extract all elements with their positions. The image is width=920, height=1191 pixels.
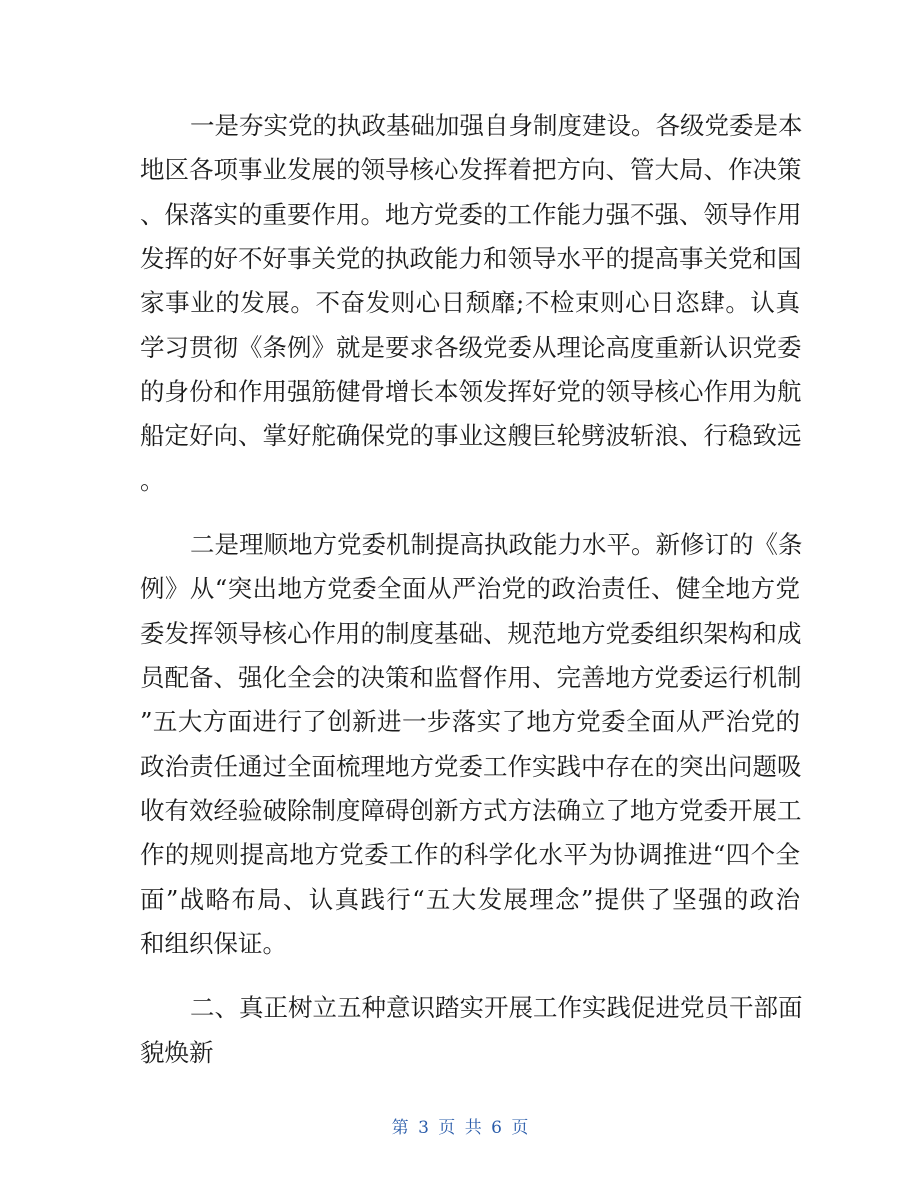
paragraph-1-line: 学习贯彻《条例》就是要求各级党委从理论高度重新认识党委 bbox=[140, 333, 802, 362]
paragraph-1-line: 船定好向、掌好舵确保党的事业这艘巨轮劈波斩浪、行稳致远 bbox=[140, 421, 802, 450]
paragraph-1-line: 家事业的发展。不奋发则心日颓靡;不检束则心日恣肆。认真 bbox=[140, 288, 800, 317]
paragraph-2-line: 员配备、强化全会的决策和监督作用、完善地方党委运行机制 bbox=[140, 663, 802, 692]
paragraph-2-line: 作的规则提高地方党委工作的科学化水平为协调推进“四个全 bbox=[140, 840, 800, 869]
paragraph-2-line: 收有效经验破除制度障碍创新方式方法确立了地方党委开展工 bbox=[140, 796, 802, 825]
paragraph-2-line: ”五大方面进行了创新进一步落实了地方党委全面从严治党的 bbox=[140, 707, 800, 736]
paragraph-2-line: 政治责任通过全面梳理地方党委工作实践中存在的突出问题吸 bbox=[140, 752, 802, 781]
paragraph-1-line: 一是夯实党的执政基础加强自身制度建设。各级党委是本 bbox=[190, 111, 803, 140]
paragraph-2-line: 二是理顺地方党委机制提高执政能力水平。新修订的《条 bbox=[190, 530, 803, 559]
paragraph-1-line: 、保落实的重要作用。地方党委的工作能力强不强、领导作用 bbox=[140, 200, 802, 229]
paragraph-2-line: 面”战略布局、认真践行“五大发展理念”提供了坚强的政治 bbox=[140, 885, 800, 914]
paragraph-3-line: 貌焕新 bbox=[140, 1038, 214, 1067]
paragraph-3-line: 二、真正树立五种意识踏实开展工作实践促进党员干部面 bbox=[190, 993, 803, 1022]
paragraph-1-line: 的身份和作用强筋健骨增长本领发挥好党的领导核心作用为航 bbox=[140, 377, 802, 406]
paragraph-1-line: 发挥的好不好事关党的执政能力和领导水平的提高事关党和国 bbox=[140, 244, 802, 273]
page-footer: 第 3 页 共 6 页 bbox=[391, 1118, 529, 1138]
paragraph-1-line: 地区各项事业发展的领导核心发挥着把方向、管大局、作决策 bbox=[140, 155, 802, 184]
paragraph-2-line: 委发挥领导核心作用的制度基础、规范地方党委组织架构和成 bbox=[140, 619, 802, 648]
paragraph-2-line: 例》从“突出地方党委全面从严治党的政治责任、健全地方党 bbox=[140, 574, 800, 603]
paragraph-2-line: 和组织保证。 bbox=[140, 929, 287, 958]
paragraph-1-line: 。 bbox=[140, 466, 165, 495]
